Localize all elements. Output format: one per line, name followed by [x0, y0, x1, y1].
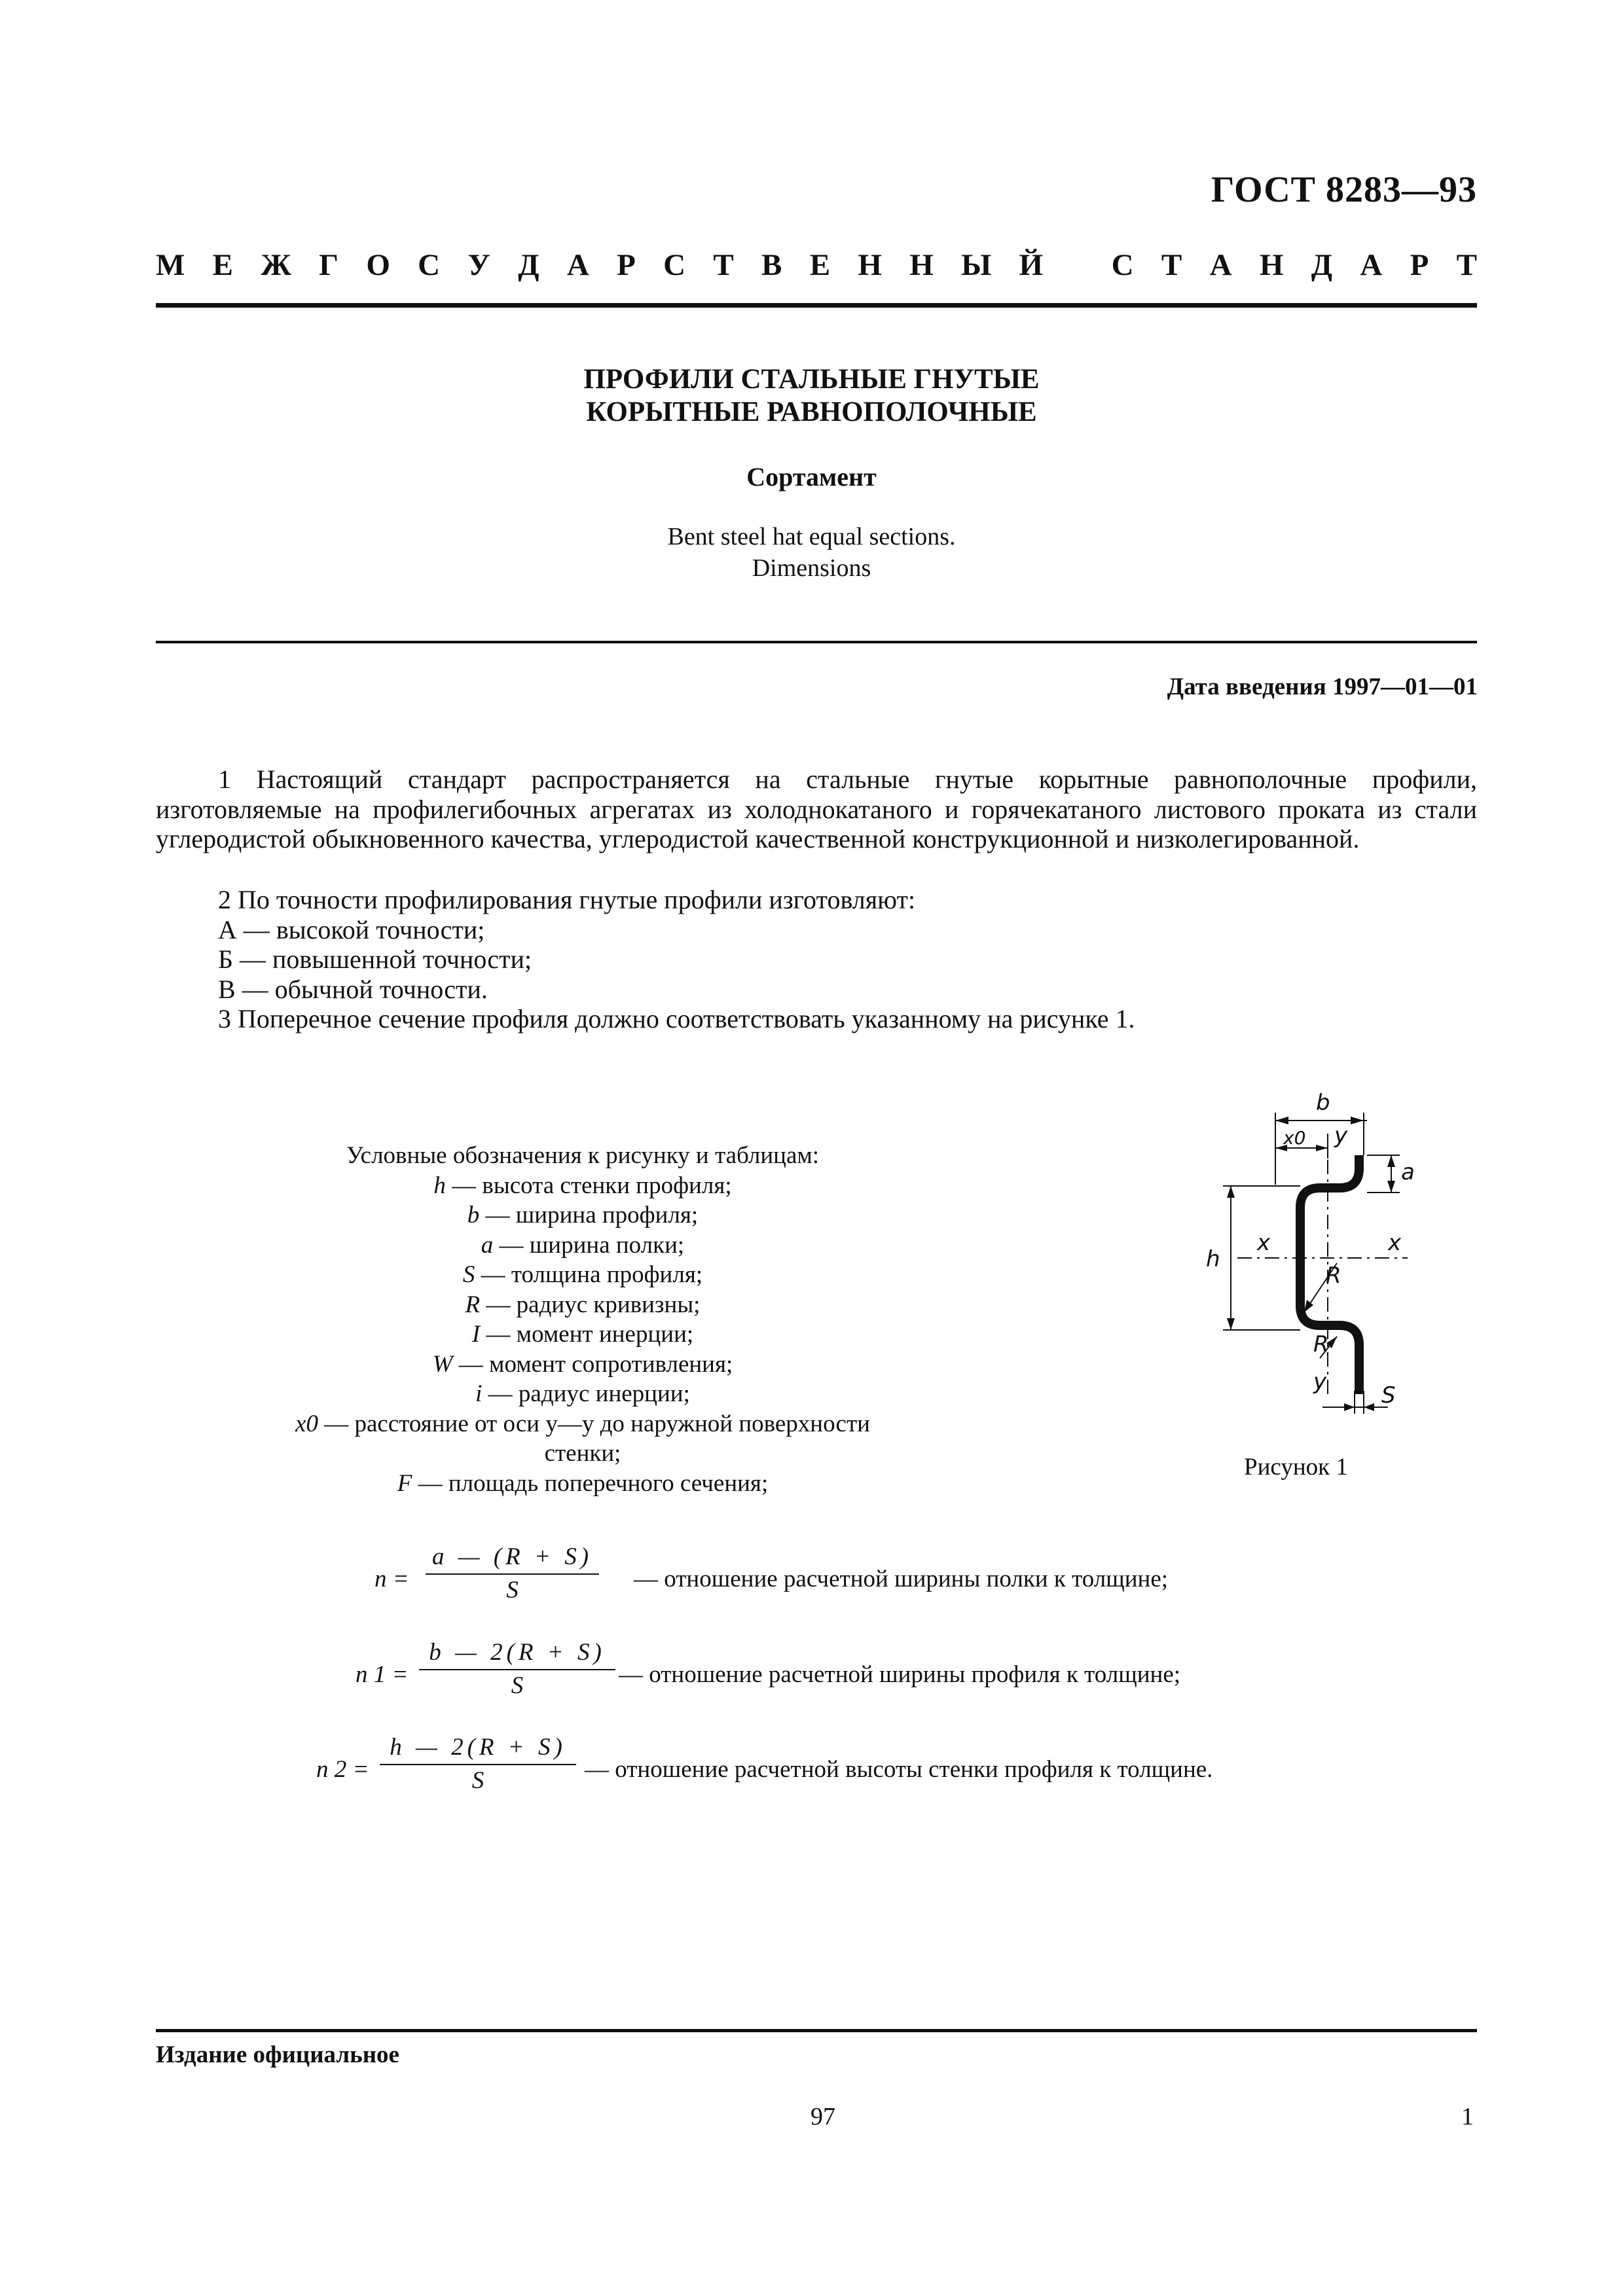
- profile-cross-section-figure: [1192, 1086, 1453, 1427]
- heading-letter: А: [1209, 248, 1232, 282]
- heading-letter: Т: [713, 248, 734, 282]
- legend-item: [255, 1409, 910, 1469]
- label-a: a: [1401, 1159, 1415, 1185]
- legend-text: — радиус кривизны;: [480, 1291, 701, 1318]
- formula-n-numerator: a — (R + S): [426, 1543, 599, 1575]
- heading-letter: Д: [1311, 248, 1333, 282]
- label-x-right: x: [1388, 1230, 1402, 1256]
- legend-symbol: W: [432, 1350, 453, 1378]
- formula-n1-denominator: S: [511, 1672, 524, 1699]
- document-subtitle: Сортамент: [746, 462, 877, 492]
- heading-letter: Н: [858, 248, 882, 282]
- official-edition-label: Издание официальное: [156, 2041, 399, 2068]
- accuracy-b: Б — повышенной точности;: [218, 944, 532, 974]
- heading-letter: Н: [1259, 248, 1284, 282]
- formula-n-description: — отношение расчетной ширины полки к толщине;: [634, 1566, 1169, 1592]
- formula-n2-fraction: [380, 1733, 576, 1795]
- heading-letter: Е: [809, 248, 831, 282]
- formula-n1-numerator: b — 2(R + S): [419, 1638, 615, 1670]
- legend-symbol: a: [481, 1231, 494, 1259]
- label-y-top: y: [1334, 1122, 1348, 1149]
- legend-item: [255, 1379, 910, 1409]
- formula-n-denominator: S: [506, 1577, 519, 1604]
- heading-letter: А: [566, 248, 589, 282]
- formula-n2-description: — отношение расчетной высоты стенки профиля к толщине.: [585, 1756, 1213, 1783]
- document-title: [0, 363, 1623, 429]
- formula-n-lhs: n =: [374, 1566, 409, 1592]
- heading-letter: Н: [909, 248, 934, 282]
- introduction-date: Дата введения 1997—01—01: [1167, 673, 1478, 700]
- heading-letter: Ж: [261, 248, 291, 282]
- label-x-left: x: [1257, 1230, 1271, 1256]
- heading-letter: Т: [1161, 248, 1182, 282]
- heading-letter: Е: [212, 248, 234, 282]
- legend-heading: Условные обозначения к рисунку и таблицам:: [346, 1142, 820, 1169]
- label-b: b: [1316, 1090, 1330, 1116]
- title-line-1: ПРОФИЛИ СТАЛЬНЫЕ ГНУТЫЕ: [583, 364, 1040, 395]
- formula-n-fraction: [426, 1543, 599, 1604]
- heading-letter: Й: [1019, 248, 1044, 282]
- legend-symbol: i: [475, 1380, 483, 1407]
- heading-letter: Р: [617, 248, 636, 282]
- heading-letter: Ы: [961, 248, 992, 282]
- heading-word-gap: [1070, 247, 1084, 283]
- formula-n1-description: — отношение расчетной ширины профиля к толщине;: [619, 1661, 1181, 1688]
- label-y-bottom: y: [1313, 1369, 1327, 1395]
- interstate-standard-heading: [156, 247, 1477, 283]
- heading-letter: С: [1111, 248, 1134, 282]
- legend-item: [255, 1319, 910, 1350]
- legend-symbol: F: [397, 1469, 412, 1497]
- formula-n2-lhs: n 2 =: [316, 1756, 369, 1783]
- page-number-right: 1: [1461, 2103, 1474, 2130]
- legend-text: — ширина полки;: [493, 1231, 685, 1259]
- paragraph-3: 3 Поперечное сечение профиля должно соответствовать указанному на рисунке 1.: [218, 1004, 1135, 1033]
- paragraph-2: 2 По точности профилирования гнутые профили изготовляют:: [218, 885, 916, 914]
- heading-letter: С: [663, 248, 686, 282]
- legend-item: [255, 1200, 910, 1230]
- legend-item: [255, 1171, 910, 1201]
- heading-letter: А: [1360, 248, 1383, 282]
- legend-items: [255, 1171, 910, 1499]
- symbols-legend: [255, 1141, 910, 1498]
- footer-rule: [156, 2029, 1477, 2032]
- accuracy-a: А — высокой точности;: [218, 915, 485, 944]
- legend-symbol: b: [467, 1202, 480, 1229]
- heading-letter: В: [761, 248, 782, 282]
- legend-text: — радиус инерции;: [482, 1380, 690, 1407]
- label-r-lower: R: [1313, 1331, 1329, 1357]
- legend-symbol: x0: [295, 1410, 318, 1437]
- legend-symbol: h: [433, 1172, 446, 1199]
- page-number-center: 97: [811, 2103, 835, 2130]
- heading-letter: С: [418, 248, 441, 282]
- accuracy-c: В — обычной точности.: [218, 975, 488, 1004]
- figure-caption: Рисунок 1: [1244, 1454, 1348, 1480]
- heading-letter: Р: [1410, 248, 1429, 282]
- heading-letter: О: [366, 248, 390, 282]
- legend-text: — момент инерции;: [480, 1321, 694, 1348]
- legend-text: — ширина профиля;: [479, 1202, 699, 1229]
- paragraph-1: 1 Настоящий стандарт распространяется на стальные гнутые корытные равнополочные профили, изготовляемые на профилегибочных агрегатах из холоднокатаного и горячекатаного листового проката из стали углеродистой обыкновенного качества, углеродистой качественной конструкционной и низколегированной.: [156, 764, 1477, 853]
- heading-letter: Г: [319, 248, 339, 282]
- heading-letter: Т: [1456, 248, 1477, 282]
- standard-code: ГОСТ 8283—93: [1211, 170, 1477, 210]
- formula-n1-lhs: n 1 =: [356, 1661, 409, 1688]
- english-title-line-2: Dimensions: [752, 554, 871, 582]
- legend-text: — высота стенки профиля;: [445, 1172, 732, 1199]
- heading-letter: М: [156, 248, 185, 282]
- legend-symbol: S: [462, 1261, 475, 1288]
- formula-n2-numerator: h — 2(R + S): [380, 1733, 576, 1765]
- english-title-line-1: Bent steel hat equal sections.: [667, 523, 956, 550]
- legend-symbol: R: [465, 1291, 481, 1318]
- legend-item: [255, 1350, 910, 1380]
- formula-n2-denominator: S: [471, 1767, 484, 1794]
- heading-letter: У: [467, 248, 490, 282]
- legend-item: [255, 1290, 910, 1320]
- title-line-2: КОРЫТНЫЕ РАВНОПОЛОЧНЫЕ: [586, 397, 1037, 427]
- legend-item: [255, 1260, 910, 1290]
- label-x0: x0: [1283, 1127, 1306, 1149]
- heading-letter: Д: [518, 248, 539, 282]
- legend-text: — толщина профиля;: [475, 1261, 703, 1288]
- legend-text: — момент сопротивления;: [452, 1350, 733, 1378]
- formula-n1-fraction: [419, 1638, 615, 1700]
- legend-item: [255, 1230, 910, 1261]
- label-r-upper: R: [1326, 1263, 1341, 1289]
- title-rule: [156, 641, 1477, 643]
- label-h: h: [1206, 1246, 1220, 1272]
- header-rule: [156, 303, 1477, 308]
- label-s: S: [1381, 1382, 1396, 1408]
- legend-text: — расстояние от оси y—y до наружной поверхности стенки;: [318, 1410, 870, 1467]
- legend-text: — площадь поперечного сечения;: [412, 1469, 769, 1497]
- legend-item: [255, 1469, 910, 1499]
- english-title: [0, 521, 1623, 584]
- legend-symbol: I: [471, 1321, 481, 1348]
